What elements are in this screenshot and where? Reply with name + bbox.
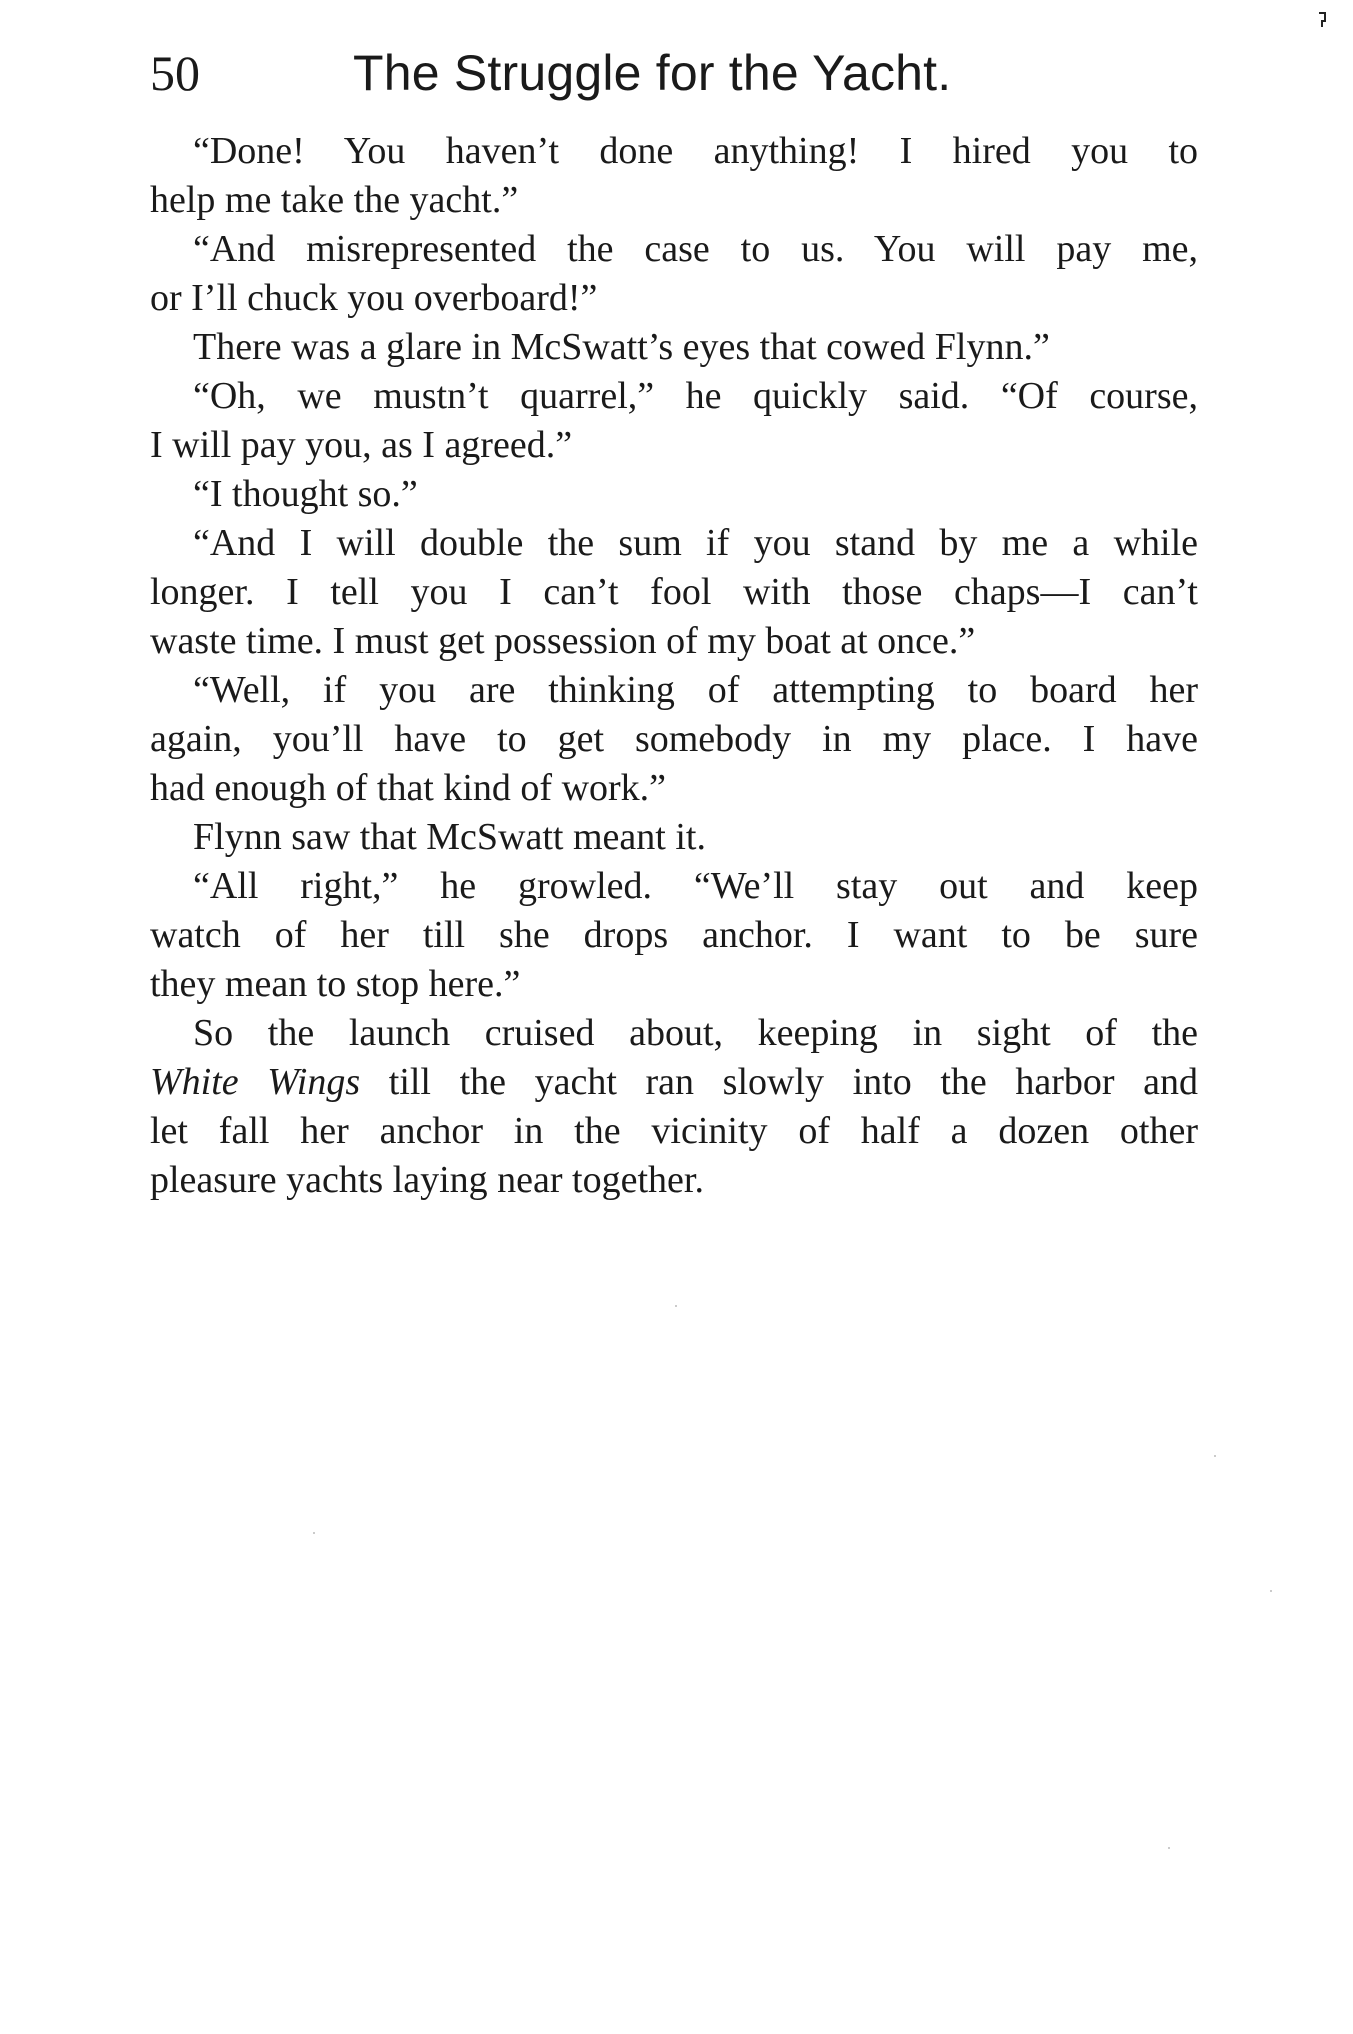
text-segment: “And I will double the sum if you stand by me a while (193, 522, 1198, 564)
text-line (150, 225, 1198, 274)
text-line (150, 960, 1198, 1009)
text-line (150, 568, 1198, 617)
scan-speck (675, 1305, 677, 1307)
text-segment: watch of her till she drops anchor. I want to be sure (150, 914, 1198, 956)
body-text (150, 127, 1198, 1205)
text-segment: till the yacht ran slowly into the harbor and (360, 1061, 1199, 1103)
text-line (150, 519, 1198, 568)
text-segment: “Oh, we mustn’t quarrel,” he quickly said. “Of course, (193, 375, 1198, 417)
text-line (150, 617, 1198, 666)
text-segment: again, you’ll have to get somebody in my place. I have (150, 718, 1198, 760)
text-segment: pleasure yachts laying near together. (150, 1159, 704, 1201)
page-number: 50 (150, 45, 200, 101)
text-segment: waste time. I must get possession of my boat at once.” (150, 620, 976, 662)
text-line (150, 1058, 1198, 1107)
text-segment: let fall her anchor in the vicinity of half a dozen other (150, 1110, 1198, 1152)
text-line (150, 421, 1198, 470)
text-segment: “I thought so.” (193, 473, 418, 515)
page-header (150, 38, 1200, 108)
text-line (150, 911, 1198, 960)
text-line (150, 274, 1198, 323)
text-line (150, 715, 1198, 764)
italic-text: White Wings (150, 1061, 361, 1103)
text-segment: So the launch cruised about, keeping in sight of the (193, 1012, 1198, 1054)
text-line (150, 764, 1198, 813)
text-segment: or I’ll chuck you overboard!” (150, 277, 598, 319)
running-head: The Struggle for the Yacht. (353, 45, 952, 101)
text-line (150, 470, 1198, 519)
scan-speck (1168, 1847, 1170, 1849)
text-line (150, 127, 1198, 176)
text-segment: I will pay you, as I agreed.” (150, 424, 573, 466)
text-line (150, 666, 1198, 715)
text-segment: “Done! You haven’t done anything! I hired you to (193, 130, 1198, 172)
text-line (150, 813, 1198, 862)
scan-speck (1214, 1455, 1216, 1457)
text-segment: Flynn saw that McSwatt meant it. (193, 816, 706, 858)
text-segment: help me take the yacht.” (150, 179, 519, 221)
text-line (150, 1107, 1198, 1156)
scan-speck (1270, 1590, 1272, 1592)
text-line (150, 372, 1198, 421)
text-segment: had enough of that kind of work.” (150, 767, 667, 809)
text-line (150, 323, 1198, 372)
text-segment: they mean to stop here.” (150, 963, 521, 1005)
text-line (150, 862, 1198, 911)
scan-speck (313, 1532, 315, 1534)
text-segment: “Well, if you are thinking of attempting to board her (193, 669, 1198, 711)
text-segment: longer. I tell you I can’t fool with those chaps—I can’t (150, 571, 1198, 613)
text-segment: “All right,” he growled. “We’ll stay out and keep (193, 865, 1198, 907)
text-line (150, 176, 1198, 225)
corner-mark-icon (1318, 12, 1326, 28)
text-line (150, 1009, 1198, 1058)
text-segment: There was a glare in McSwatt’s eyes that cowed Flynn.” (193, 326, 1050, 368)
text-line (150, 1156, 1198, 1205)
text-segment: “And misrepresented the case to us. You will pay me, (193, 228, 1198, 270)
